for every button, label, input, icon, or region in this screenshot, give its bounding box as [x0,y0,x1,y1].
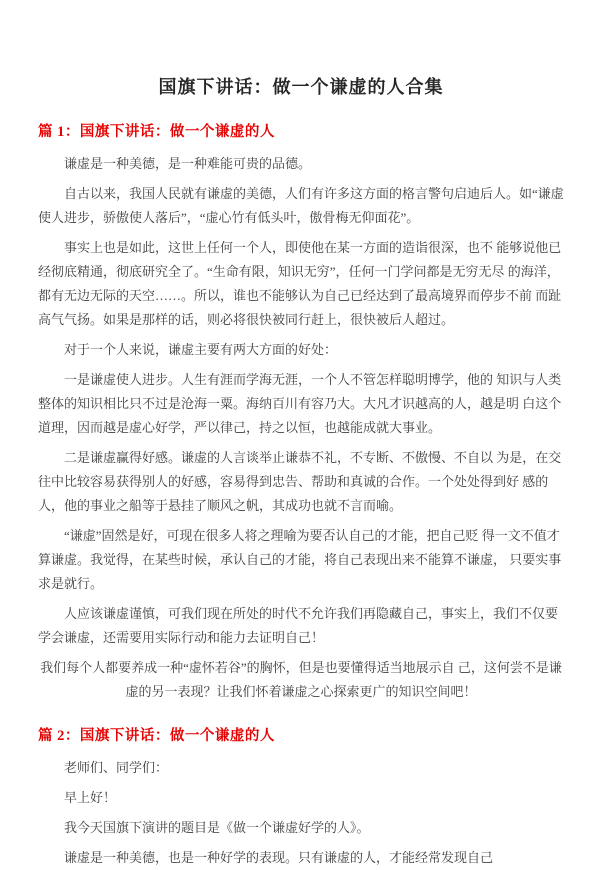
paragraph-1-9: 我们每个人都要养成一种“虚怀若谷”的胸怀，但是也要懂得适当地展示自 己，这何尝不是谦虚的另一表现？让我们怀着谦虚之心探索更广的知识空间吧！ [40,660,562,699]
section-2-heading: 篇 2：国旗下讲话：做一个谦虚的人 [38,728,275,744]
paragraph-1-3: 事实上也是如此，这世上任何一个人，即使他在某一方面的造诣很深，也不 能够说他已经彻底精通，彻底研究全了。“生命有限，知识无穷”，任何一门学问都是无穷无尽 的海洋，都有无边无际的天空……。所以，谁也不能够认为自己已经达到了最高境界而停步不前 而趾高气气扬。如果是那样的话，则必将很快被同行赶上，很快被后人超过。 [38,240,562,327]
paragraph-1-7: “谦虚”固然是好，可现在很多人将之理喻为要否认自己的才能，把自己贬 得一文不值才算谦虚。我觉得，在某些时候，承认自己的才能，将自己表现出来不能算不谦虚， 只要实事求是就行。 [38,528,562,591]
section-2 [38,726,564,870]
section-1 [38,122,564,704]
paragraph-1-4: 对于一个人来说，谦虚主要有两大方面的好处： [64,342,338,357]
paragraph-1-6: 二是谦虚赢得好感。谦虚的人言谈举止谦恭不礼，不专断、不傲慢、不自以 为是，在交往中比较容易获得别人的好感，容易得到忠告、帮助和真诚的合作。一个处处得到好 感的人，他的事业之船等于悬挂了顺风之帆，其成功也就不言而喻。 [38,450,562,513]
paragraph-1-1: 谦虚是一种美德，是一种难能可贵的品德。 [64,156,312,171]
paragraph-1-2: 自古以来，我国人民就有谦虚的美德，人们有许多这方面的格言警句启迪后人。如“谦虚使人进步，骄傲使人落后”，“虚心竹有低头叶，傲骨梅无仰面花”。 [38,186,564,225]
paragraph-2-3: 我今天国旗下演讲的题目是《做一个谦虚好学的人》。 [64,820,370,835]
section-1-heading: 篇 1：国旗下讲话：做一个谦虚的人 [38,124,275,140]
paragraph-2-1: 老师们、同学们： [64,760,169,775]
paragraph-2-2: 早上好！ [64,790,117,805]
document-title: 国旗下讲话：做一个谦虚的人合集 [158,77,444,97]
paragraph-1-5: 一是谦虚使人进步。人生有涯而学海无涯，一个人不管怎样聪明博学，他的 知识与人类整体的知识相比只不过是沧海一粟。海纳百川有容乃大。大凡才识越高的人，越是明 白这个道理，因而越是虚心好学，严以律己，持之以恒，也越能成就大事业。 [38,372,562,435]
paragraph-1-8: 人应该谦虚谨慎，可我们现在所处的时代不允许我们再隐藏自己，事实上，我们不仅要学会谦虚，还需要用实际行动和能力去证明自己！ [38,606,559,645]
paragraph-2-4: 谦虚是一种美德，也是一种好学的表现。只有谦虚的人，才能经常发现自己 [64,850,494,865]
